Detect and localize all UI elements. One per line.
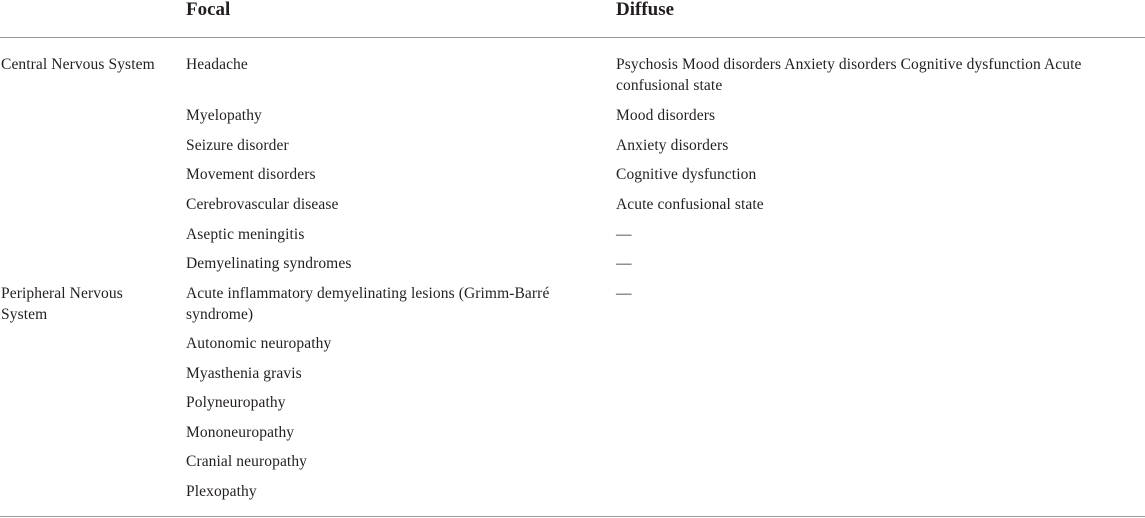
category-cell: Peripheral Nervous System [1,285,123,323]
column-header-diffuse: Diffuse [616,0,675,20]
focal-cell: Myelopathy [186,107,262,124]
header-rule [0,37,1145,38]
focal-cell: Plexopathy [186,483,257,500]
focal-cell: Mononeuropathy [186,424,295,441]
focal-cell: Aseptic meningitis [186,226,305,243]
focal-cell: Polyneuropathy [186,394,286,411]
diffuse-cell: Mood disorders [616,107,716,124]
focal-cell: Cranial neuropathy [186,453,308,470]
footer-rule [0,516,1145,517]
focal-cell: Acute inflammatory demyelinating lesions (Grimm-Barré syndrome) [186,285,550,323]
focal-cell: Movement disorders [186,166,316,183]
focal-cell: Autonomic neuropathy [186,335,332,352]
diffuse-cell: — [616,226,632,243]
column-header-focal: Focal [186,0,231,20]
diffuse-cell: — [616,285,632,302]
focal-cell: Myasthenia gravis [186,365,302,382]
focal-cell: Cerebrovascular disease [186,196,339,213]
focal-cell: Headache [186,56,248,73]
focal-cell: Demyelinating syndromes [186,255,352,272]
diffuse-cell: Acute confusional state [616,196,764,213]
diffuse-cell: Cognitive dysfunction [616,166,757,183]
category-cell: Central Nervous System [1,56,155,73]
diffuse-cell: Psychosis Mood disorders Anxiety disorders Cognitive dysfunction Acute confusional state [616,56,1082,94]
focal-cell: Seizure disorder [186,137,289,154]
diffuse-cell: — [616,255,632,272]
diffuse-cell: Anxiety disorders [616,137,729,154]
